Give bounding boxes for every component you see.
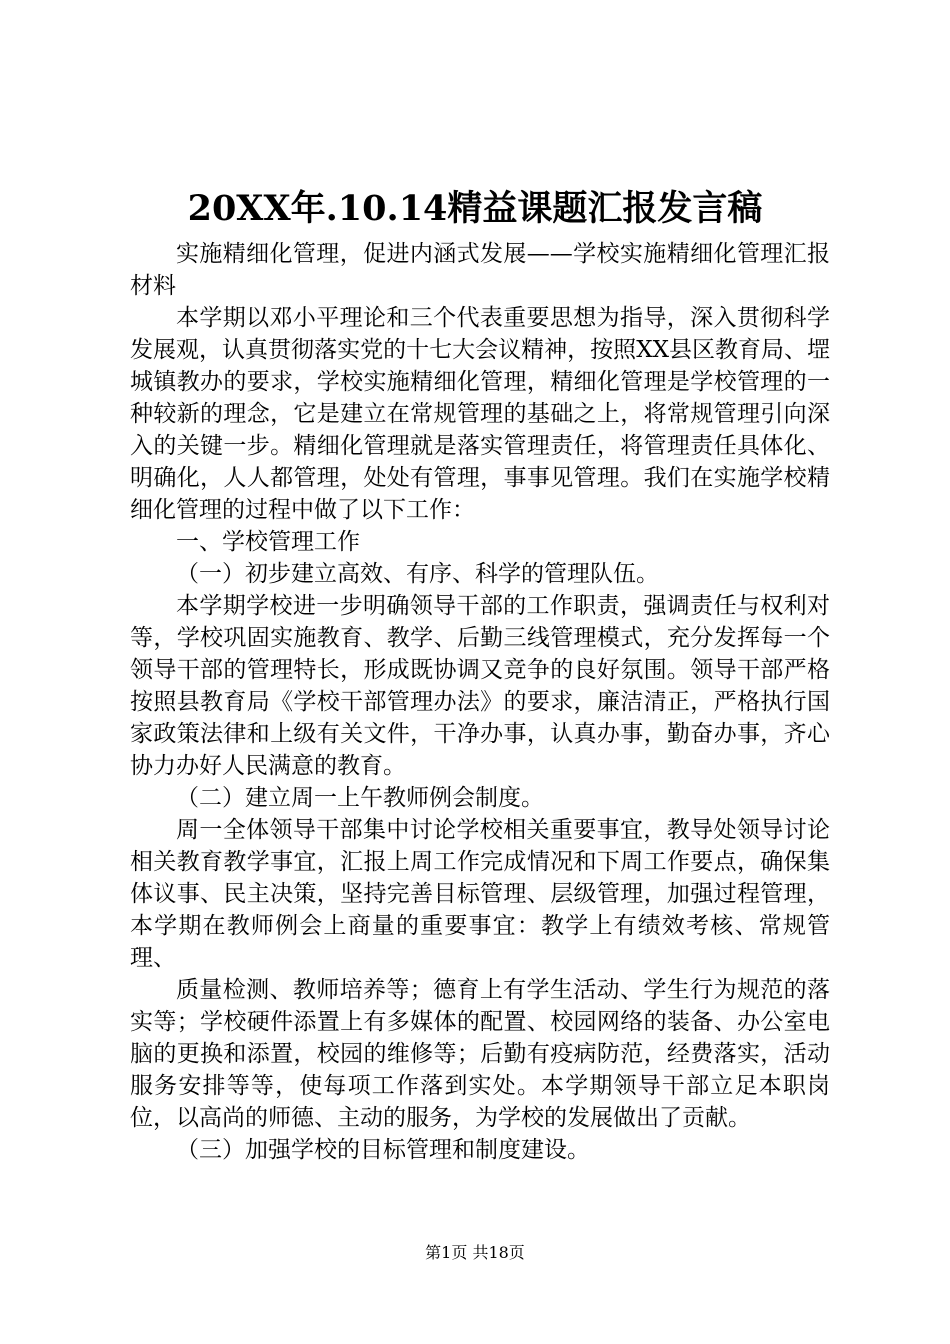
paragraph-intro: 本学期以邓小平理论和三个代表重要思想为指导，深入贯彻科学发展观，认真贯彻落实党的十七大会议精神，按照XX县区教育局、堽城镇教办的要求，学校实施精细化管理，精细化管理是学校管理的一种较新的理念，它是建立在常规管理的基础之上，将常规管理引向深入的关键一步。精细化管理就是落实管理责任，将管理责任具体化、明确化，人人都管理，处处有管理，事事见管理。我们在实施学校精细化管理的过程中做了以下工作： (130, 305, 830, 523)
subsection-heading-2: （二）建立周一上午教师例会制度。 (176, 785, 544, 811)
subsection-heading-3: （三）加强学校的目标管理和制度建设。 (176, 1137, 590, 1163)
paragraph-body: 周一全体领导干部集中讨论学校相关重要事宜，教导处领导讨论相关教育教学事宜，汇报上周工作完成情况和下周工作要点，确保集体议事、民主决策，坚持完善目标管理、层级管理，加强过程管理，本学期在教师例会上商量的重要事宜：教学上有绩效考核、常规管理、 (130, 817, 830, 971)
paragraph-body: 质量检测、教师培养等；德育上有学生活动、学生行为规范的落实等；学校硬件添置上有多媒体的配置、校园网络的装备、办公室电脑的更换和添置，校园的维修等；后勤有疫病防范，经费落实，活动服务安排等等，使每项工作落到实处。本学期领导干部立足本职岗位，以高尚的师德、主动的服务，为学校的发展做出了贡献。 (130, 977, 830, 1131)
document-title: 20XX年.10.14精益课题汇报发言稿 (187, 188, 763, 229)
document-body (130, 238, 830, 1166)
paragraph-subtitle: 实施精细化管理，促进内涵式发展——学校实施精细化管理汇报材料 (130, 241, 830, 299)
page-number-footer: 第1页 共18页 (425, 1243, 525, 1262)
section-heading-school-management: 一、学校管理工作 (176, 529, 360, 555)
subsection-heading-1: （一）初步建立高效、有序、科学的管理队伍。 (176, 561, 659, 587)
paragraph-body: 本学期学校进一步明确领导干部的工作职责，强调责任与权利对等，学校巩固实施教育、教学、后勤三线管理模式，充分发挥每一个领导干部的管理特长，形成既协调又竞争的良好氛围。领导干部严格按照县教育局《学校干部管理办法》的要求，廉洁清正，严格执行国家政策法律和上级有关文件，干净办事，认真办事，勤奋办事，齐心协力办好人民满意的教育。 (130, 593, 830, 779)
